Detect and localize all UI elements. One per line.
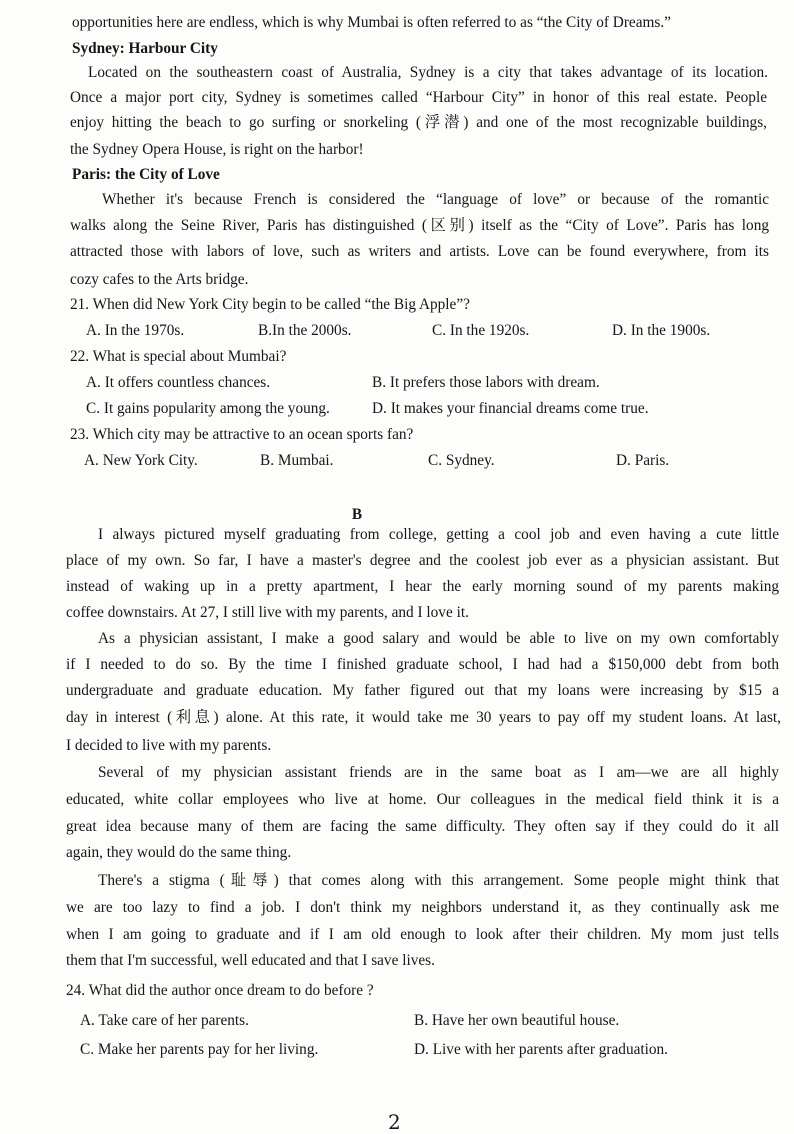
passage-b-p2-line: As a physician assistant, I make a good salary and would be able to live on my own comfortably (98, 630, 779, 647)
passage-b-p1-line: instead of waking up in a pretty apartment, I hear the early morning sound of my parents making (66, 578, 779, 595)
question-23-option-b[interactable]: B. Mumbai. (260, 452, 334, 469)
passage-b-p3-line: Several of my physician assistant friends are in the same boat as I am—we are all highly (98, 764, 779, 781)
passage-b-p3-line: educated, white collar employees who live at home. Our colleagues in the medical field think it is a (66, 791, 779, 808)
passage-a-line: opportunities here are endless, which is why Mumbai is often referred to as “the City of Dreams.” (72, 14, 671, 31)
question-22-option-d[interactable]: D. It makes your financial dreams come true. (372, 400, 649, 417)
question-23-stem: 23. Which city may be attractive to an ocean sports fan? (70, 426, 414, 443)
sydney-line: the Sydney Opera House, is right on the harbor! (70, 141, 364, 158)
question-23-option-d[interactable]: D. Paris. (616, 452, 670, 469)
question-21-option-a[interactable]: A. In the 1970s. (86, 322, 185, 339)
paris-heading: Paris: the City of Love (72, 166, 220, 183)
passage-b-p1-line: coffee downstairs. At 27, I still live with my parents, and I love it. (66, 604, 469, 621)
passage-b-p4-line: we are too lazy to find a job. I don't think my neighbors understand it, as they continually ask me (66, 899, 779, 916)
passage-b-p3-line: great idea because many of them are facing the same difficulty. They often say if they could do it all (66, 818, 779, 835)
passage-b-p2-line: if I needed to do so. By the time I finished graduate school, I had had a $150,000 debt from both (66, 656, 779, 673)
sydney-line: enjoy hitting the beach to go surfing or snorkeling (浮潜) and one of the most recognizable buildings, (70, 114, 767, 131)
question-22-stem: 22. What is special about Mumbai? (70, 348, 287, 365)
sydney-heading: Sydney: Harbour City (72, 40, 218, 57)
paris-line: Whether it's because French is considered the “language of love” or because of the romantic (102, 191, 769, 208)
question-21-option-d[interactable]: D. In the 1900s. (612, 322, 711, 339)
page-number: 2 (388, 1110, 401, 1134)
passage-b-p4-line: when I am going to graduate and if I am old enough to look after their children. My mom just tells (66, 926, 779, 943)
question-21-stem: 21. When did New York City begin to be called “the Big Apple”? (70, 296, 470, 313)
question-22-option-a[interactable]: A. It offers countless chances. (86, 374, 271, 391)
question-24-option-d[interactable]: D. Live with her parents after graduation. (414, 1041, 669, 1058)
paris-line: walks along the Seine River, Paris has distinguished (区别) itself as the “City of Love”. Paris has long (70, 217, 769, 234)
passage-b-p2-line: I decided to live with my parents. (66, 737, 272, 754)
question-24-option-b[interactable]: B. Have her own beautiful house. (414, 1012, 620, 1029)
question-21-option-b[interactable]: B.In the 2000s. (258, 322, 352, 339)
question-23-option-c[interactable]: C. Sydney. (428, 452, 495, 469)
question-23-option-a[interactable]: A. New York City. (84, 452, 198, 469)
passage-b-p2-line: undergraduate and graduate education. My father figured out that my loans were increasing by $15 a (66, 682, 779, 699)
question-22-option-c[interactable]: C. It gains popularity among the young. (86, 400, 330, 417)
passage-b-heading: B (351, 506, 363, 523)
sydney-line: Located on the southeastern coast of Australia, Sydney is a city that takes advantage of its location. (88, 64, 768, 81)
passage-b-p4-line: them that I'm successful, well educated and that I save lives. (66, 952, 435, 969)
question-21-option-c[interactable]: C. In the 1920s. (432, 322, 530, 339)
paris-line: cozy cafes to the Arts bridge. (70, 271, 249, 288)
passage-b-p3-line: again, they would do the same thing. (66, 844, 292, 861)
question-24-option-c[interactable]: C. Make her parents pay for her living. (80, 1041, 319, 1058)
passage-b-p4-line: There's a stigma (耻辱) that comes along with this arrangement. Some people might think that (98, 872, 779, 889)
paris-line: attracted those with labors of love, such as writers and artists. Love can be found everywhere, from its (70, 243, 769, 260)
passage-b-p2-line: day in interest (利息) alone. At this rate, it would take me 30 years to pay off my student loans. At last, (66, 709, 781, 726)
question-22-option-b[interactable]: B. It prefers those labors with dream. (372, 374, 600, 391)
sydney-line: Once a major port city, Sydney is sometimes called “Harbour City” in honor of this real estate. People (70, 89, 767, 106)
question-24-stem: 24. What did the author once dream to do before ? (66, 982, 374, 999)
question-24-option-a[interactable]: A. Take care of her parents. (80, 1012, 249, 1029)
passage-b-p1-line: place of my own. So far, I have a master's degree and the coolest job ever as a physician assistant. But (66, 552, 779, 569)
passage-b-p1-line: I always pictured myself graduating from college, getting a cool job and even having a cute little (98, 526, 779, 543)
